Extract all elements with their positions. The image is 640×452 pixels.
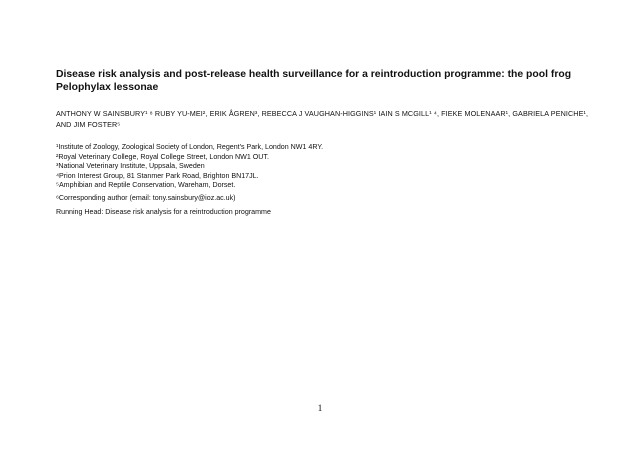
affiliation-3: ³National Veterinary Institute, Uppsala, Sweden bbox=[56, 162, 205, 171]
corresponding-author: ⁶Corresponding author (email: tony.sainsbury@ioz.ac.uk) bbox=[56, 193, 236, 202]
paper-title bbox=[56, 68, 601, 94]
title-line-1: Disease risk analysis and post-release health surveillance for a reintroduction programme: the pool frog bbox=[56, 69, 572, 80]
affiliation-list bbox=[56, 143, 601, 204]
affiliation-1: ¹Institute of Zoology, Zoological Society of London, Regent's Park, London NW1 4RY. bbox=[56, 143, 324, 151]
affiliation-5: ⁵Amphibian and Reptile Conservation, Wareham, Dorset. bbox=[56, 181, 236, 190]
running-head: Running Head: Disease risk analysis for a reintroduction programme bbox=[56, 208, 271, 216]
author-list: ANTHONY W SAINSBURY¹ ⁸ RUBY YU-MEI², ERIK ÅGREN³, REBECCA J VAUGHAN-HIGGINS¹ IAIN S MCGILL¹ ⁴, FIEKE MOLENAAR¹, GABRIELA PENICHE¹, AND JIM FOSTER⁵ bbox=[56, 109, 589, 129]
page-number: 1 bbox=[317, 404, 323, 414]
affiliation-4: ⁴Prion Interest Group, 81 Stanmer Park Road, Brighton BN17JL. bbox=[56, 171, 259, 180]
affiliation-2: ²Royal Veterinary College, Royal College Street, London NW1 OUT. bbox=[56, 152, 269, 161]
title-line-2: Pelophylax lessonae bbox=[56, 82, 159, 93]
